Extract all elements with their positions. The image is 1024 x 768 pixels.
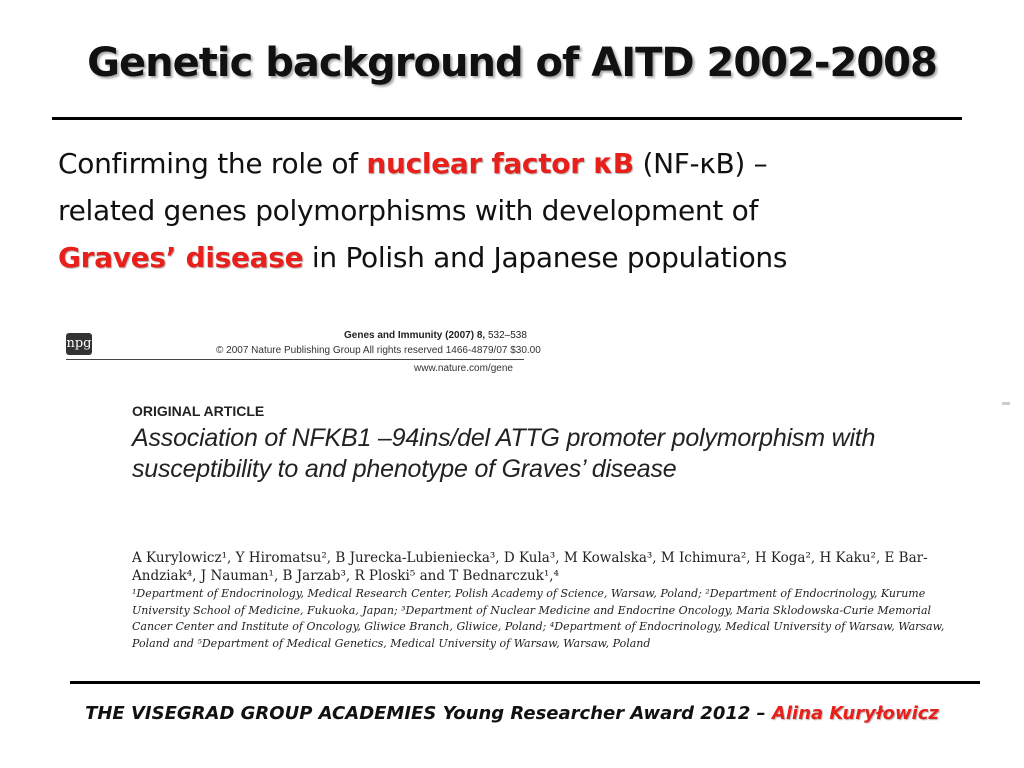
footer-author: Alina Kuryłowicz xyxy=(771,703,939,724)
header-divider xyxy=(66,359,524,360)
body-text-2: (NF-κB) – xyxy=(633,147,768,180)
body-text-4: in Polish and Japanese populations xyxy=(303,241,788,274)
journal-url: www.nature.com/gene xyxy=(414,363,513,374)
highlight-graves: Graves’ disease xyxy=(58,241,304,274)
slide-title: Genetic background of AITD 2002-2008 xyxy=(87,40,937,86)
title-divider xyxy=(52,117,962,120)
article-type: ORIGINAL ARTICLE xyxy=(132,403,265,419)
npg-logo: npg xyxy=(66,333,92,355)
highlight-nfkb: nuclear factor κB xyxy=(366,147,634,180)
body-text-3: related genes polymorphisms with development of xyxy=(58,194,759,227)
slide-body xyxy=(58,140,958,281)
body-text-1: Confirming the role of xyxy=(58,147,367,180)
journal-citation xyxy=(344,330,527,341)
footer-text: THE VISEGRAD GROUP ACADEMIES Young Researcher Award 2012 – xyxy=(85,703,772,724)
article-affiliations: ¹Department of Endocrinology, Medical Research Center, Polish Academy of Science, Warsaw, Poland; ²Department of Endocrinology, Kurume University School of Medicine, Fukuoka, Japan; ³Department of Nuclear Medicine and Endocrine Oncology, Maria Sklodowska-Curie Memorial Cancer Center and Institute of Oncology, Gliwice Branch, Gliwice, Poland; ⁴Department of Endocrinology, Medical University of Warsaw, Warsaw, Poland and ⁵Department of Medical Genetics, Medical University of Warsaw, Warsaw, Poland xyxy=(132,587,945,650)
footer xyxy=(0,703,1024,724)
journal-pages: 532–538 xyxy=(485,330,527,341)
side-mark xyxy=(1002,402,1010,405)
article-excerpt xyxy=(66,325,966,665)
journal-name: Genes and Immunity (2007) 8, xyxy=(344,330,486,341)
copyright-line: © 2007 Nature Publishing Group All rights reserved 1466-4879/07 $30.00 xyxy=(216,345,541,356)
footer-divider xyxy=(70,681,980,684)
article-authors: A Kurylowicz¹, Y Hiromatsu², B Jurecka-Lubieniecka³, D Kula³, M Kowalska³, M Ichimura², H Koga², H Kaku², E Bar-Andziak⁴, J Nauman¹, B Jarzab³, R Ploski⁵ and T Bednarczuk¹,⁴ xyxy=(132,550,928,584)
article-title: Association of NFKB1 –94ins/del ATTG promoter polymorphism with susceptibility to and phenotype of Graves’ disease xyxy=(132,424,876,483)
